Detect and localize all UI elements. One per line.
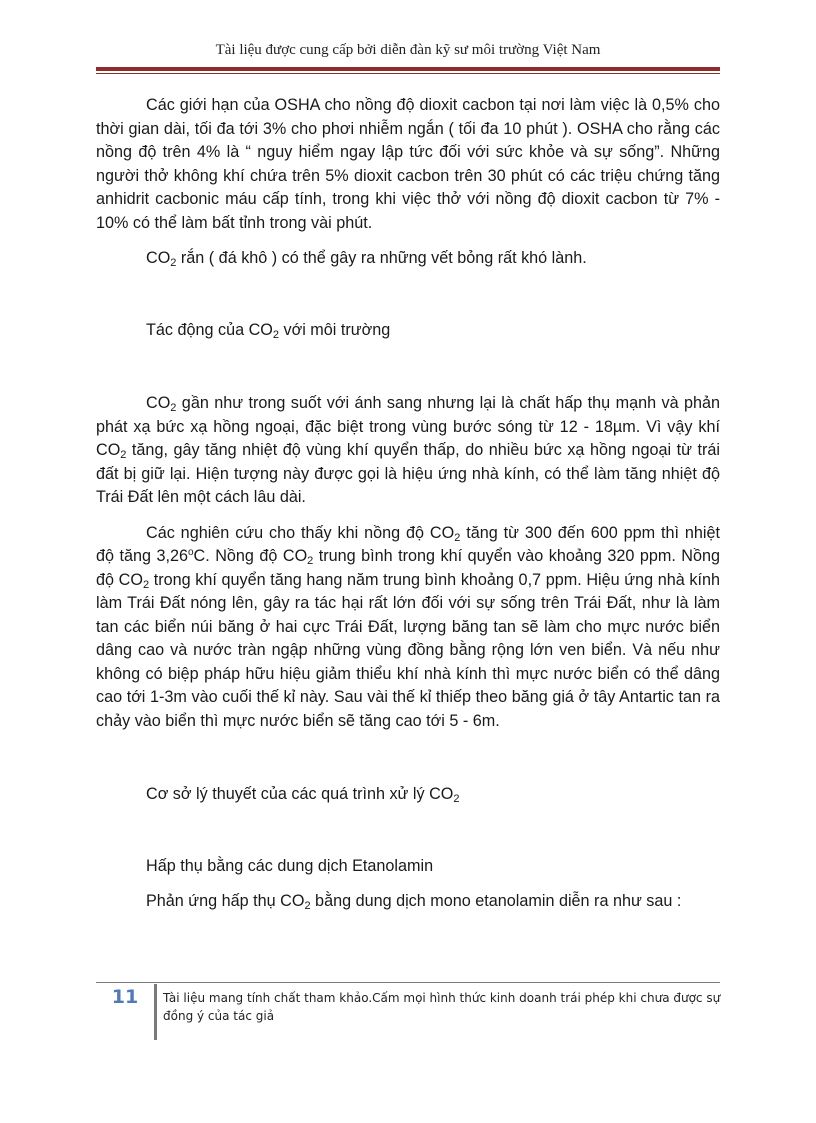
header-rule xyxy=(96,67,720,71)
footer-rule xyxy=(96,982,720,983)
heading-treatment-theory: Cơ sở lý thuyết của các quá trình xử lý $CO_2$ xyxy=(146,785,460,805)
page-number: 11 xyxy=(111,986,139,1008)
header-rule-thin xyxy=(96,73,720,74)
footer-divider xyxy=(154,984,157,1040)
paragraph-greenhouse: $CO_2$ gần như trong suốt với ánh sang nhưng lại là chất hấp thụ mạnh và phản phát xạ bức xạ hồng ngoại, đặc biệt trong vùng bước sóng từ 12 - 18µm. Vì vậy khí $CO_2$ tăng, gây tăng nhiệt độ vùng khí quyển thấp, do nhiều bức xạ hồng ngoại từ trái đất bị giữ lại. Hiện tượng này được gọi là hiệu ứng nhà kính, có thể làm tăng nhiệt độ Trái Đất lên một cách lâu dài. xyxy=(96,394,720,506)
paragraph-dry-ice: $CO_2$ rắn ( đá khô ) có thể gây ra những vết bỏng rất khó lành. xyxy=(146,249,587,269)
heading-environment-impact: Tác động của $CO_2$ với môi trường xyxy=(146,320,391,341)
footer-note: Tài liệu mang tính chất tham khảo.Cấm mọi hình thức kinh doanh trái phép khi chưa được sự đồng ý của tác giả xyxy=(163,991,721,1023)
paragraph-research: Các nghiên cứu cho thấy khi nồng độ $CO_2$ tăng từ 300 đến 600 ppm thì nhiệt độ tăng 3,26$^o$C. Nồng độ $CO_2$ trung bình trong khí quyển vào khoảng 320 ppm. Nồng độ $CO_2$ trong khí quyển tăng hang năm trung bình khoảng 0,7 ppm. Hiệu ứng nhà kính làm Trái Đất nóng lên, gây ra tác hại rất lớn đối với sự sống trên Trái Đất, như là làm tan các biển núi băng ở hai cực Trái Đất, lượng băng tan sẽ làm cho mực nước biển dâng cao và nước tràn ngập những vùng đồng bằng rộng lớn ven biển. Và nếu như không có biệp pháp hữu hiệu giảm thiểu khí nhà kính thì mực nước biển có thể dâng cao tới 1-3m vào cuối thế kỉ này. Sau vài thế kỉ thiếp theo băng giá ở tây Antartic tan ra chảy vào biển thì mực nước biển sẽ tăng cao tới 5 - 6m. xyxy=(96,523,721,730)
header-title: Tài liệu được cung cấp bởi diễn đàn kỹ sư môi trường Việt Nam xyxy=(215,42,601,58)
paragraph-absorption-reaction: Phản ứng hấp thụ $CO_2$ bằng dung dịch mono etanolamin diễn ra như sau : xyxy=(146,892,682,912)
page-content xyxy=(96,94,720,914)
heading-etanolamin: Hấp thụ bằng các dung dịch Etanolamin xyxy=(146,856,434,875)
paragraph-osha-limits: Các giới hạn của OSHA cho nồng độ dioxit cacbon tại nơi làm việc là 0,5% cho thời gian dài, tối đa tới 3% cho phơi nhiễm ngắn ( tối đa 10 phút ). OSHA cho rằng các nồng độ trên 4% là “ nguy hiểm ngay lập tức đối với sức khỏe và sự sống”. Những người thở không khí chứa trên 5% dioxit cacbon trên 30 phút có các triệu chứng tăng anhidrit cacbonic máu cấp tính, trong khi việc thở với nồng độ dioxit cacbon từ 7% - 10% có thể làm bất tỉnh trong vài phút. xyxy=(96,96,720,232)
